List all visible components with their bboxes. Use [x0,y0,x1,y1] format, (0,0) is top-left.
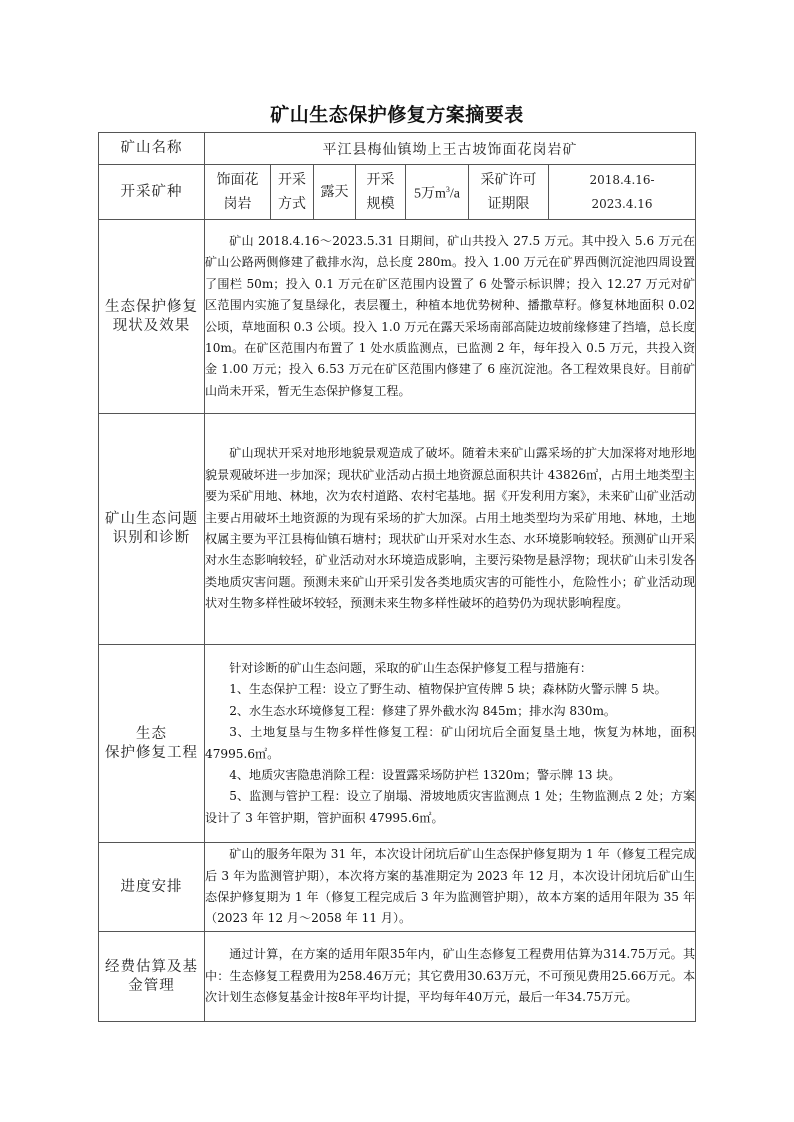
method-value: 露天 [314,165,356,220]
engineering-label: 生态 保护修复工程 [99,645,205,843]
engineering-item: 2、水生态水环境修复工程：修建了界外截水沟 845m；排水沟 830m。 [229,703,617,718]
method-label: 开采方式 [271,165,314,220]
mineral-label: 开采矿种 [99,165,205,220]
row-engineering [99,645,696,843]
mineral-value: 饰面花岗岩 [205,165,271,220]
document-title: 矿山生态保护修复方案摘要表 [270,104,524,126]
row-mine-name [99,133,696,165]
row-status [99,220,696,414]
scale-label: 开采规模 [356,165,406,220]
funding-label: 经费估算及基金管理 [99,932,205,1022]
mine-name-label: 矿山名称 [99,133,205,165]
funding-paragraph: 通过计算，在方案的适用年限35年内，矿山生态修复工程费用估算为314.75万元。其中：生态修复工程费用为258.46万元；其它费用30.63万元，不可预见费用25.66万元。本次计划生态修复基金计按8年平均计提，平均每年40万元，最后一年34.75万元。 [205,947,696,1005]
summary-table [98,132,696,1022]
engineering-item: 3、土地复垦与生物多样性修复工程：矿山闭坑后全面复垦土地，恢复为林地，面积 47995.6㎡。 [205,725,696,761]
scale-value: 5万$m^3/a$ [406,165,469,220]
row-diagnosis [99,414,696,645]
row-mining-info [99,165,696,220]
engineering-intro: 针对诊断的矿山生态问题，采取的矿山生态保护修复工程与措施有： [229,660,593,675]
row-schedule [99,843,696,932]
funding-content [205,932,696,1022]
license-label: 采矿许可证期限 [469,165,549,220]
engineering-item: 5、监测与管护工程：设立了崩塌、滑坡地质灾害监测点 1 处；生物监测点 2 处；方案设计了 3 年管护期，管护面积 47995.6㎡。 [205,789,696,825]
license-start: 2018.4.16- [589,173,655,187]
status-content [205,220,696,414]
mine-name-value: 平江县梅仙镇坳上王古坡饰面花岗岩矿 [205,133,696,165]
schedule-label: 进度安排 [99,843,205,932]
diagnosis-paragraph: 矿山现状开采对地形地貌景观造成了破坏。随着未来矿山露采场的扩大加深将对地形地貌景观破坏进一步加深；现状矿业活动占损土地资源总面积共计 43826㎡，占用土地类型主要为采矿用地、林地，次为农村道路、农村宅基地。据《开发利用方案》，未来矿山矿业活动主要占用破坏土地资源的为现有采场的扩大加深。占用土地类型均为采矿用地、林地，土地权属主要为平江县梅仙镇石塘村；现状矿山开采对水生态、水环境影响较轻。预测矿山开采对水生态影响较轻，矿业活动对水环境造成影响，主要污染物是悬浮物；现状矿山未引发各类地质灾害问题。预测未来矿山开采引发各类地质灾害的可能性小，危险性小；矿业活动现状对生物多样性破坏较轻，预测未来生物多样性破坏的趋势仍为现状影响程度。 [205,446,696,611]
schedule-paragraph: 矿山的服务年限为 31 年，本次设计闭坑后矿山生态保护修复期为 1 年（修复工程完成后 3 年为监测管护期），本次将方案的基准期定为 2023 年 12 月，本次设计闭坑后矿山生态保护修复期为 1 年（修复工程完成后 3 年为监测管护期），故本方案的适用年限为 35 年（2023 年 12 月～2058 年 11 月）。 [205,847,696,926]
diagnosis-content [205,414,696,645]
schedule-content [205,843,696,932]
engineering-item: 4、地质灾害隐患消除工程：设置露采场防护栏 1320m；警示牌 13 块。 [229,767,621,782]
engineering-content [205,645,696,843]
engineering-item: 1、生态保护工程：设立了野生动、植物保护宣传牌 5 块；森林防火警示牌 5 块。 [229,682,667,697]
row-funding [99,932,696,1022]
diagnosis-label: 矿山生态问题识别和诊断 [99,414,205,645]
status-paragraph: 矿山 2018.4.16～2023.5.31 日期间，矿山共投入 27.5 万元。其中投入 5.6 万元在矿山公路两侧修建了截排水沟，总长度 280m。投入 1.00 万元在矿界西侧沉淀池四周设置了围栏 50m；投入 0.1 万元在矿区范围内设置了 6 处警示标识牌；投入 12.27 万元对矿区范围内实施了复垦绿化，表层覆土，种植本地优势树种、播撒草籽。修复林地面积 0.02 公顷，草地面积 0.3 公顷。投入 1.0 万元在露天采场南部高陡边坡前缘修建了挡墙，总长度 10m。在矿区范围内布置了 1 处水质监测点，已监测 2 年，每年投入 0.5 万元，共投入资金 1.00 万元；投入 6.53 万元在矿区范围内修建了 6 座沉淀池。各工程效果良好。目前矿山尚未开采，暂无生态保护修复工程。 [205,233,696,398]
status-label: 生态保护修复现状及效果 [99,220,205,414]
license-period [549,165,696,220]
license-end: 2023.4.16 [591,197,653,211]
